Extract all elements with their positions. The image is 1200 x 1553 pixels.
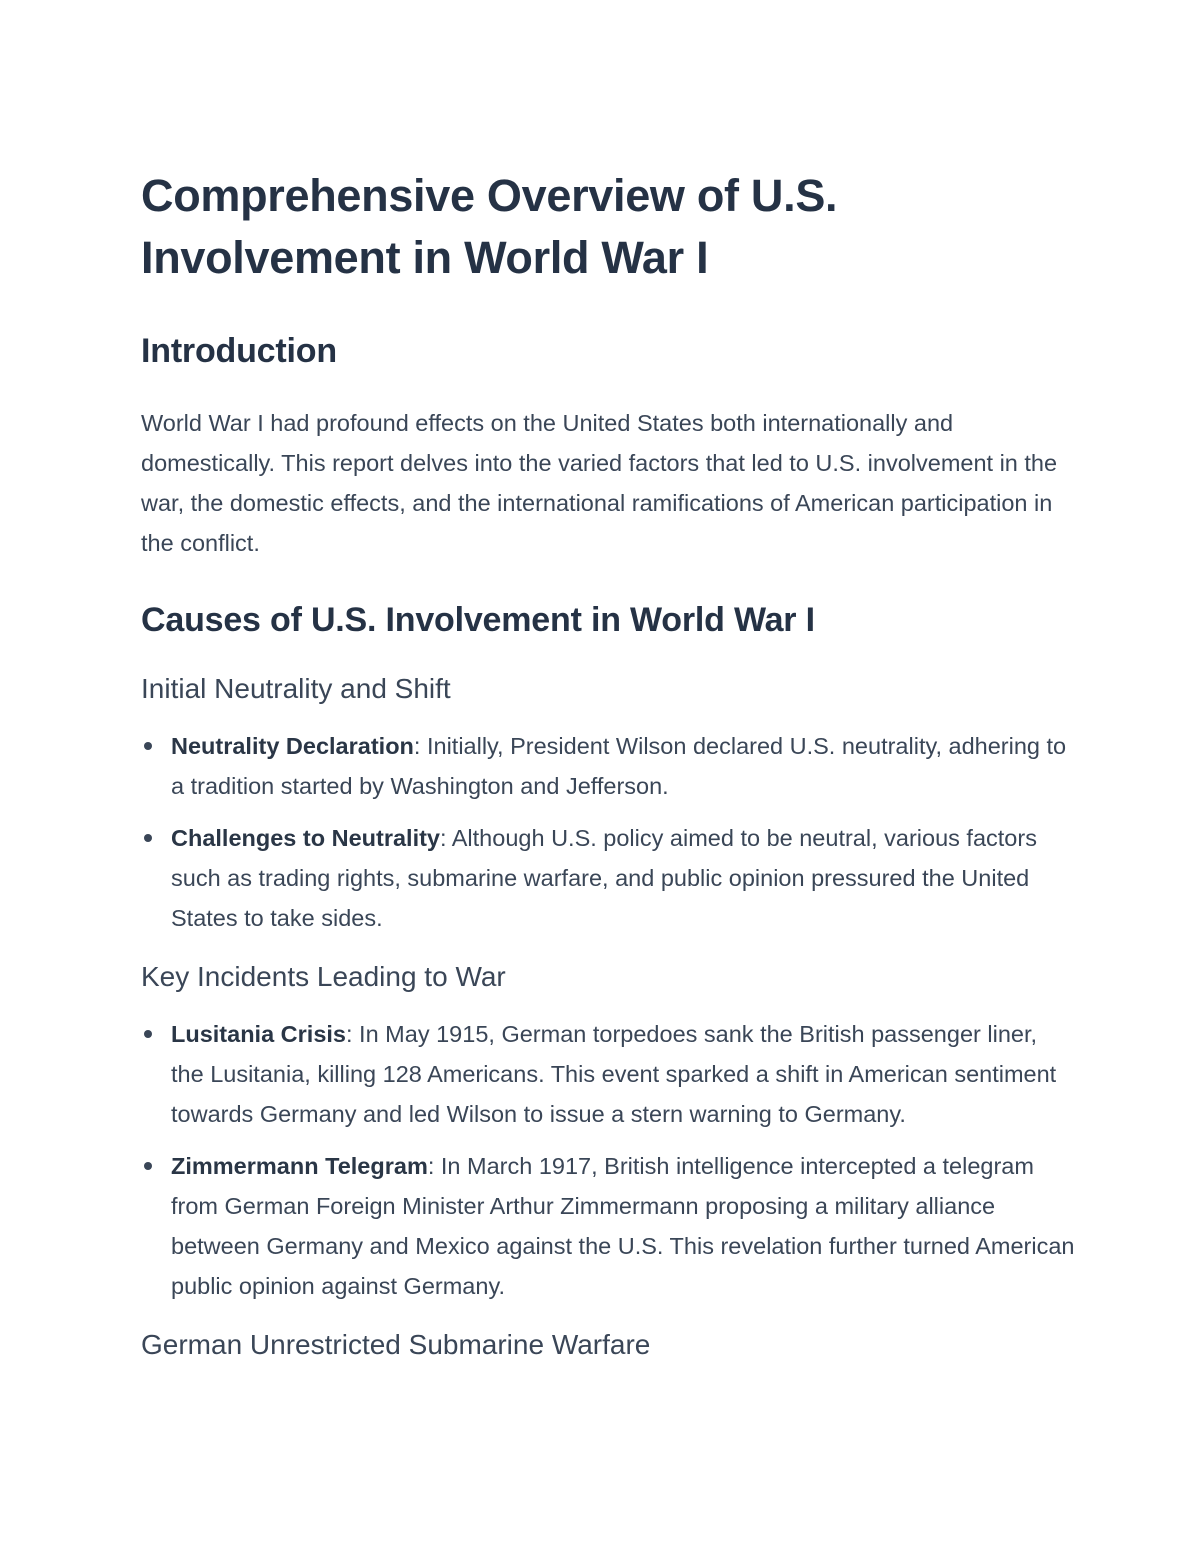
subsection-heading-key-incidents: Key Incidents Leading to War [141, 961, 506, 992]
subsection-heading-neutrality: Initial Neutrality and Shift [141, 673, 451, 704]
introduction-paragraph: World War I had profound effects on the United States both internationally and domestically. This report delves into the varied factors that led to U.S. involvement in the war, the domestic effects, and the international ramifications of American participation in the conflict. [141, 410, 1058, 556]
document-page [141, 165, 1076, 1364]
list-item [141, 726, 1076, 806]
bullet-icon [144, 1162, 152, 1170]
list-item [141, 818, 1076, 938]
list-item-term: Neutrality Declaration [171, 733, 414, 759]
neutrality-list [141, 726, 1076, 938]
introduction-heading: Introduction [141, 332, 337, 370]
subsection-heading-submarine-warfare: German Unrestricted Submarine Warfare [141, 1329, 651, 1360]
document-title: Comprehensive Overview of U.S. Involvement in World War I [141, 170, 838, 283]
list-item-text: : Initially, President Wilson declared U.S. neutrality, adhering to a tradition started by Washington and Jefferson. [171, 733, 1067, 799]
bullet-icon [144, 1030, 152, 1038]
list-item-text: : In March 1917, British intelligence intercepted a telegram from German Foreign Minister Arthur Zimmermann proposing a military alliance between Germany and Mexico against the U.S. This revelation further turned American public opinion against Germany. [171, 1153, 1075, 1299]
list-item-term: Zimmermann Telegram [171, 1153, 428, 1179]
list-item [141, 1146, 1076, 1306]
key-incidents-list [141, 1014, 1076, 1306]
list-item-term: Lusitania Crisis [171, 1021, 346, 1047]
causes-heading: Causes of U.S. Involvement in World War I [141, 601, 815, 639]
bullet-icon [144, 742, 152, 750]
list-item [141, 1014, 1076, 1134]
list-item-text: : In May 1915, German torpedoes sank the British passenger liner, the Lusitania, killing 128 Americans. This event sparked a shift in American sentiment towards Germany and led Wilson to issue a stern warning to Germany. [171, 1021, 1057, 1127]
bullet-icon [144, 834, 152, 842]
list-item-term: Challenges to Neutrality [171, 825, 440, 851]
list-item-text: : Although U.S. policy aimed to be neutral, various factors such as trading rights, submarine warfare, and public opinion pressured the United States to take sides. [171, 825, 1037, 931]
